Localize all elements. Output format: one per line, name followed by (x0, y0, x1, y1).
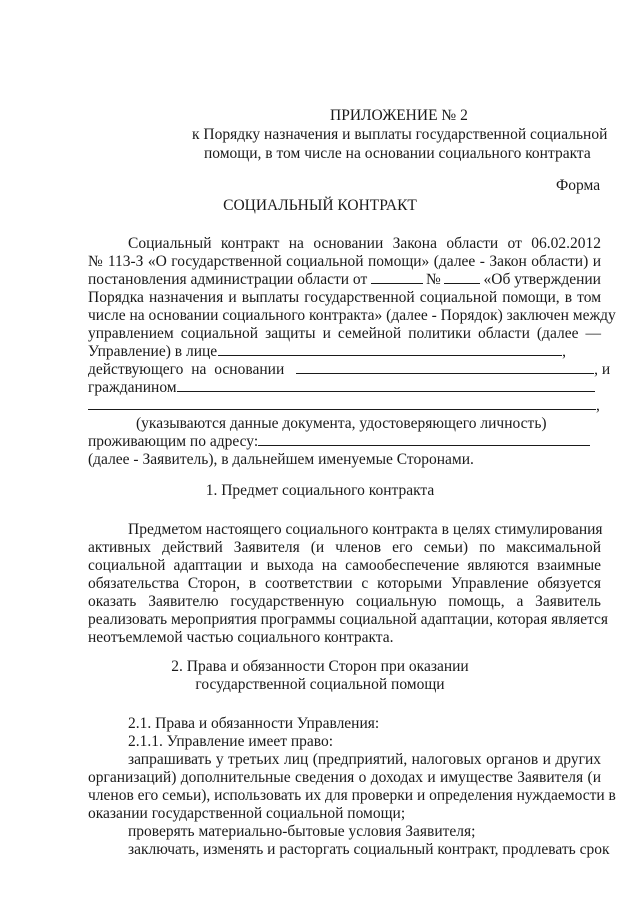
section-1-heading: 1. Предмет социального контракта (205, 482, 435, 499)
intro-line-3-a: постановления администрации области от (88, 271, 368, 288)
intro-line-6: управлением социальной защиты и семейной политики области (далее — (88, 325, 601, 342)
clause-right-1-line-4: оказании государственной социальной помощи; (88, 805, 406, 822)
clause-right-1-line-2: организаций) дополнительные сведения о доходах и имуществе Заявителя (и (88, 769, 601, 786)
section-1-line-1: Предметом настоящего социального контракта в целях стимулирования (128, 521, 603, 538)
intro-line-10-end: , (596, 397, 600, 414)
section-1-line-6: реализовать мероприятия программы социальной адаптации, которая является (88, 611, 609, 628)
intro-line-10 (88, 396, 600, 415)
intro-line-8 (88, 360, 610, 379)
decree-number-blank (444, 270, 480, 284)
intro-line-9 (88, 378, 595, 397)
section-2-heading-line-1: 2. Права и обязанности Сторон при оказании (171, 658, 469, 675)
intro-line-8-end: , и (594, 361, 611, 378)
intro-line-11 (88, 432, 590, 451)
intro-line-8-text: действующего на основании (88, 361, 285, 378)
intro-line-3-b: № (425, 271, 441, 288)
section-1-line-7: неотъемлемой частью социального контракта. (88, 629, 394, 646)
intro-line-11-text: проживающим по адресу: (88, 433, 259, 450)
intro-line-1: Социальный контракт на основании Закона области от 06.02.2012 (128, 235, 601, 252)
document-data-blank (88, 396, 596, 410)
section-2-heading-line-2: государственной социальной помощи (195, 676, 445, 693)
basis-blank (296, 360, 594, 374)
section-1-line-4: обязательства Сторон, в соответствии с которыми Управление обязуется (88, 575, 601, 592)
form-label: Форма (556, 177, 601, 194)
section-1-line-5: оказать Заявителю государственную социальную помощь, а Заявитель (88, 593, 601, 610)
intro-line-5: числе на основании социального контракта» (далее - Порядок) заключен между (88, 307, 616, 324)
clause-right-3-line-1: заключать, изменять и расторгать социальный контракт, продлевать срок (128, 841, 610, 858)
appendix-reference-line-1: к Порядку назначения и выплаты государственной социальной (192, 126, 608, 143)
decree-date-blank (371, 270, 423, 284)
address-blank (258, 432, 590, 446)
clause-right-2: проверять материально-бытовые условия Заявителя; (128, 823, 476, 840)
intro-line-12: (далее - Заявитель), в дальнейшем именуемые Сторонами. (88, 451, 474, 468)
intro-line-7: Управление) в лице , (88, 343, 567, 360)
section-1-line-2: активных действий Заявителя (и членов его семьи) по максимальной (88, 539, 601, 556)
document-data-note: (указываются данные документа, удостоверяющего личность) (136, 415, 547, 432)
intro-line-7-text: Управление) в лице (88, 343, 218, 360)
intro-line-2: № 113-З «О государственной социальной помощи» (далее - Закон области) и (88, 253, 601, 270)
document-title: СОЦИАЛЬНЫЙ КОНТРАКТ (223, 197, 417, 214)
citizen-blank (177, 378, 595, 392)
intro-line-3-c: «Об утверждении (483, 271, 601, 288)
clause-2-1: 2.1. Права и обязанности Управления: (128, 715, 380, 732)
appendix-number: ПРИЛОЖЕНИЕ № 2 (330, 107, 468, 124)
intro-line-3 (88, 270, 601, 289)
section-1-line-3: социальной адаптации и выхода на самообеспечение являются взаимные (88, 557, 601, 574)
clause-right-1-line-1: запрашивать у третьих лиц (предприятий, налоговых органов и других (128, 751, 601, 768)
clause-2-1-1: 2.1.1. Управление имеет право: (128, 733, 334, 750)
clause-right-1-line-3: членов его семьи), использовать их для проверки и определения нуждаемости в (88, 787, 616, 804)
appendix-reference-line-2: помощи, в том числе на основании социального контракта (204, 145, 591, 162)
intro-line-4: Порядка назначения и выплаты государственной социальной помощи, в том (88, 289, 601, 306)
representative-blank (218, 342, 562, 356)
intro-line-9-text: гражданином (88, 379, 177, 396)
